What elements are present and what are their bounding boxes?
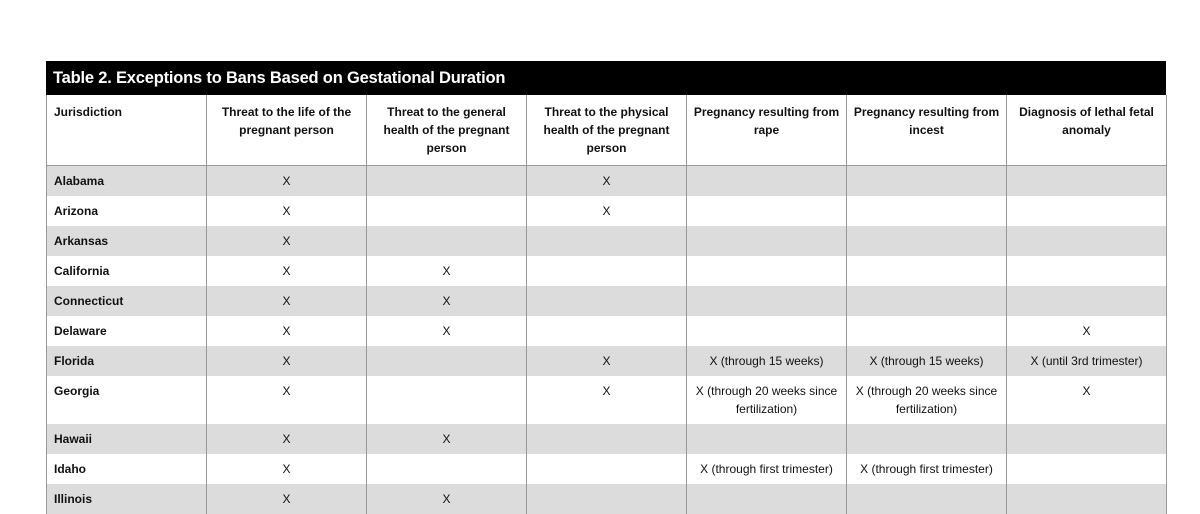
cell-incest (847, 196, 1007, 226)
cell-rape (687, 424, 847, 454)
exceptions-table (46, 95, 1167, 514)
cell-threat-physical-health (527, 424, 687, 454)
table-row (47, 484, 1167, 514)
cell-rape (687, 286, 847, 316)
header-jurisdiction: Jurisdiction (47, 95, 207, 166)
table-row (47, 166, 1167, 197)
cell-threat-life: X (207, 166, 367, 197)
cell-incest (847, 226, 1007, 256)
cell-rape: X (through 15 weeks) (687, 346, 847, 376)
cell-threat-physical-health (527, 316, 687, 346)
cell-jurisdiction: Arizona (47, 196, 207, 226)
cell-threat-physical-health: X (527, 166, 687, 197)
cell-threat-life: X (207, 454, 367, 484)
cell-incest (847, 316, 1007, 346)
cell-threat-life: X (207, 346, 367, 376)
cell-threat-physical-health: X (527, 346, 687, 376)
table-row (47, 256, 1167, 286)
cell-jurisdiction: Hawaii (47, 424, 207, 454)
table-container (46, 61, 1166, 514)
header-threat-general-health: Threat to the general health of the pregnant person (367, 95, 527, 166)
cell-lethal-fetal-anomaly (1007, 226, 1167, 256)
cell-incest (847, 166, 1007, 197)
cell-threat-life: X (207, 226, 367, 256)
cell-jurisdiction: Georgia (47, 376, 207, 424)
cell-threat-physical-health: X (527, 376, 687, 424)
cell-lethal-fetal-anomaly (1007, 454, 1167, 484)
cell-incest: X (through 15 weeks) (847, 346, 1007, 376)
cell-threat-general-health (367, 454, 527, 484)
cell-threat-life: X (207, 424, 367, 454)
cell-jurisdiction: Alabama (47, 166, 207, 197)
cell-rape (687, 196, 847, 226)
cell-threat-general-health: X (367, 286, 527, 316)
cell-incest (847, 484, 1007, 514)
table-row (47, 346, 1167, 376)
cell-incest: X (through 20 weeks since fertilization) (847, 376, 1007, 424)
cell-rape (687, 226, 847, 256)
cell-threat-physical-health (527, 454, 687, 484)
cell-incest (847, 256, 1007, 286)
cell-threat-general-health: X (367, 424, 527, 454)
cell-jurisdiction: Arkansas (47, 226, 207, 256)
header-incest: Pregnancy resulting from incest (847, 95, 1007, 166)
cell-jurisdiction: Idaho (47, 454, 207, 484)
cell-incest (847, 286, 1007, 316)
cell-threat-general-health (367, 196, 527, 226)
cell-threat-physical-health: X (527, 196, 687, 226)
cell-threat-general-health (367, 376, 527, 424)
cell-rape (687, 256, 847, 286)
cell-rape (687, 166, 847, 197)
header-threat-physical-health: Threat to the physical health of the pregnant person (527, 95, 687, 166)
header-rape: Pregnancy resulting from rape (687, 95, 847, 166)
cell-threat-physical-health (527, 226, 687, 256)
header-lethal-fetal-anomaly: Diagnosis of lethal fetal anomaly (1007, 95, 1167, 166)
cell-lethal-fetal-anomaly: X (1007, 316, 1167, 346)
cell-threat-life: X (207, 316, 367, 346)
cell-incest (847, 424, 1007, 454)
table-row (47, 424, 1167, 454)
cell-rape: X (through 20 weeks since fertilization) (687, 376, 847, 424)
cell-threat-life: X (207, 196, 367, 226)
table-header-row (47, 95, 1167, 166)
cell-jurisdiction: Delaware (47, 316, 207, 346)
cell-threat-physical-health (527, 256, 687, 286)
cell-threat-life: X (207, 256, 367, 286)
table-row (47, 196, 1167, 226)
cell-rape: X (through first trimester) (687, 454, 847, 484)
cell-threat-general-health (367, 166, 527, 197)
cell-incest: X (through first trimester) (847, 454, 1007, 484)
cell-jurisdiction: Illinois (47, 484, 207, 514)
cell-lethal-fetal-anomaly (1007, 196, 1167, 226)
cell-threat-physical-health (527, 286, 687, 316)
cell-threat-general-health (367, 346, 527, 376)
cell-lethal-fetal-anomaly (1007, 484, 1167, 514)
table-row (47, 454, 1167, 484)
cell-jurisdiction: Connecticut (47, 286, 207, 316)
table-row (47, 286, 1167, 316)
cell-jurisdiction: California (47, 256, 207, 286)
table-row (47, 376, 1167, 424)
cell-threat-life: X (207, 286, 367, 316)
cell-threat-life: X (207, 376, 367, 424)
cell-threat-general-health (367, 226, 527, 256)
cell-threat-life: X (207, 484, 367, 514)
cell-jurisdiction: Florida (47, 346, 207, 376)
cell-rape (687, 484, 847, 514)
table-title: Table 2. Exceptions to Bans Based on Gestational Duration (46, 61, 1166, 95)
cell-threat-physical-health (527, 484, 687, 514)
cell-lethal-fetal-anomaly: X (until 3rd trimester) (1007, 346, 1167, 376)
cell-lethal-fetal-anomaly (1007, 256, 1167, 286)
table-row (47, 316, 1167, 346)
cell-rape (687, 316, 847, 346)
cell-threat-general-health: X (367, 256, 527, 286)
cell-lethal-fetal-anomaly (1007, 286, 1167, 316)
header-threat-life: Threat to the life of the pregnant person (207, 95, 367, 166)
table-row (47, 226, 1167, 256)
cell-lethal-fetal-anomaly: X (1007, 376, 1167, 424)
cell-lethal-fetal-anomaly (1007, 424, 1167, 454)
cell-lethal-fetal-anomaly (1007, 166, 1167, 197)
cell-threat-general-health: X (367, 484, 527, 514)
cell-threat-general-health: X (367, 316, 527, 346)
